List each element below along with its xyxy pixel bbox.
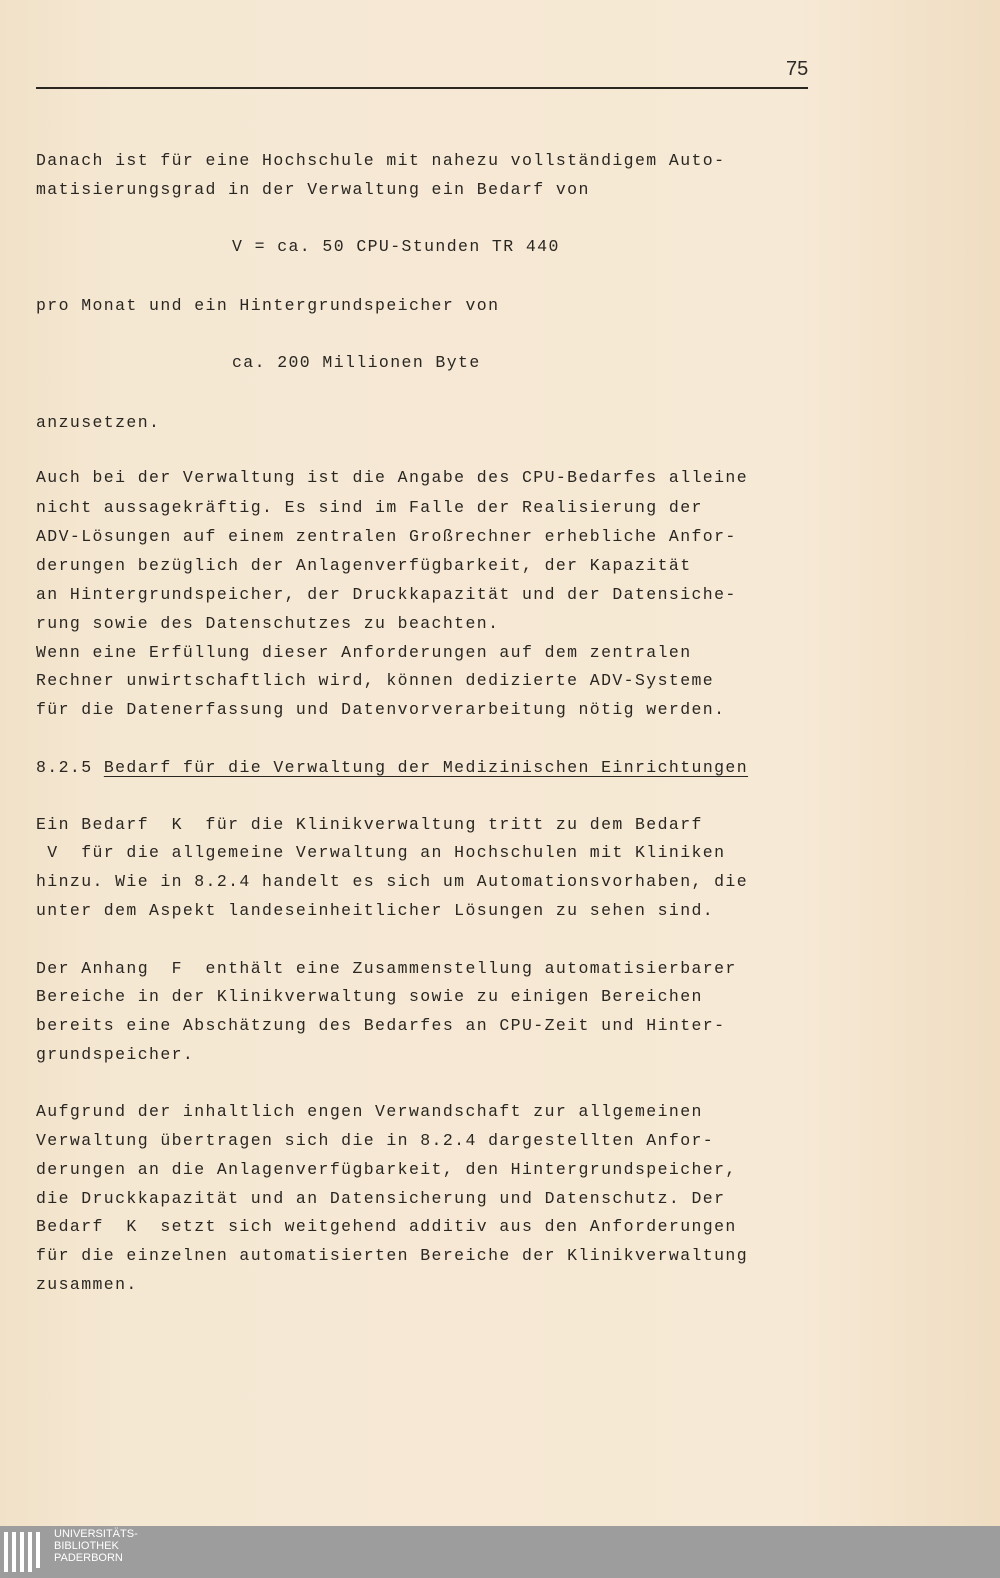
formula-storage: ca. 200 Millionen Byte <box>232 353 481 372</box>
paragraph-line: anzusetzen. <box>36 413 161 432</box>
section-number: 8.2.5 <box>36 758 93 777</box>
paragraph-line: Aufgrund der inhaltlich engen Verwandschaft zur allgemeinen <box>36 1102 703 1121</box>
paragraph-line: unter dem Aspekt landeseinheitlicher Lösungen zu sehen sind. <box>36 901 715 920</box>
paragraph-line: grundspeicher. <box>36 1045 195 1064</box>
paragraph-line: Verwaltung übertragen sich die in 8.2.4 dargestellten Anfor- <box>36 1131 715 1150</box>
library-logo-line: PADERBORN <box>54 1552 123 1564</box>
paragraph-line: nicht aussagekräftig. Es sind im Falle der Realisierung der <box>36 498 703 517</box>
paragraph-line: zusammen. <box>36 1275 138 1294</box>
header-rule <box>36 87 808 89</box>
library-logo-line: UNIVERSITÄTS- <box>54 1528 138 1540</box>
paragraph-line: an Hintergrundspeicher, der Druckkapazität und der Datensiche- <box>36 585 737 604</box>
paragraph-line: Der Anhang F enthält eine Zusammenstellung automatisierbarer <box>36 959 737 978</box>
paragraph-line: pro Monat und ein Hintergrundspeicher von <box>36 296 500 315</box>
paragraph-line: die Druckkapazität und an Datensicherung und Datenschutz. Der <box>36 1189 726 1208</box>
section-title: Bedarf für die Verwaltung der Medizinischen Einrichtungen <box>103 758 749 777</box>
paragraph-line: Bereiche in der Klinikverwaltung sowie zu einigen Bereichen <box>36 987 703 1006</box>
paragraph-line: hinzu. Wie in 8.2.4 handelt es sich um Automationsvorhaben, die <box>36 872 749 891</box>
library-footer-bar <box>0 1526 1000 1578</box>
library-bars-icon <box>4 1532 42 1572</box>
paragraph-line: V für die allgemeine Verwaltung an Hochschulen mit Kliniken <box>36 843 726 862</box>
paragraph-line: Danach ist für eine Hochschule mit nahezu vollständigem Auto- <box>36 151 726 170</box>
library-logo-line: BIBLIOTHEK <box>54 1540 119 1552</box>
paragraph-line: bereits eine Abschätzung des Bedarfes an CPU-Zeit und Hinter- <box>36 1016 726 1035</box>
paragraph-line: derungen an die Anlagenverfügbarkeit, den Hintergrundspeicher, <box>36 1160 737 1179</box>
formula-cpu-hours: V = ca. 50 CPU-Stunden TR 440 <box>232 237 560 256</box>
paragraph-line: derungen bezüglich der Anlagenverfügbarkeit, der Kapazität <box>36 556 692 575</box>
paragraph-line: für die Datenerfassung und Datenvorverarbeitung nötig werden. <box>36 700 726 719</box>
paragraph-line: Auch bei der Verwaltung ist die Angabe des CPU-Bedarfes alleine <box>36 468 749 487</box>
paragraph-line: matisierungsgrad in der Verwaltung ein Bedarf von <box>36 180 590 199</box>
paragraph-line: rung sowie des Datenschutzes zu beachten. <box>36 614 500 633</box>
paragraph-line: ADV-Lösungen auf einem zentralen Großrechner erhebliche Anfor- <box>36 527 737 546</box>
paragraph-line: für die einzelnen automatisierten Bereiche der Klinikverwaltung <box>36 1246 749 1265</box>
paragraph-line: Ein Bedarf K für die Klinikverwaltung tritt zu dem Bedarf <box>36 815 703 834</box>
paragraph-line: Bedarf K setzt sich weitgehend additiv aus den Anforderungen <box>36 1217 737 1236</box>
page-number: 75 <box>786 58 809 80</box>
section-heading <box>36 758 748 778</box>
paragraph-line: Wenn eine Erfüllung dieser Anforderungen auf dem zentralen <box>36 643 692 662</box>
paragraph-line: Rechner unwirtschaftlich wird, können dedizierte ADV-Systeme <box>36 671 715 690</box>
